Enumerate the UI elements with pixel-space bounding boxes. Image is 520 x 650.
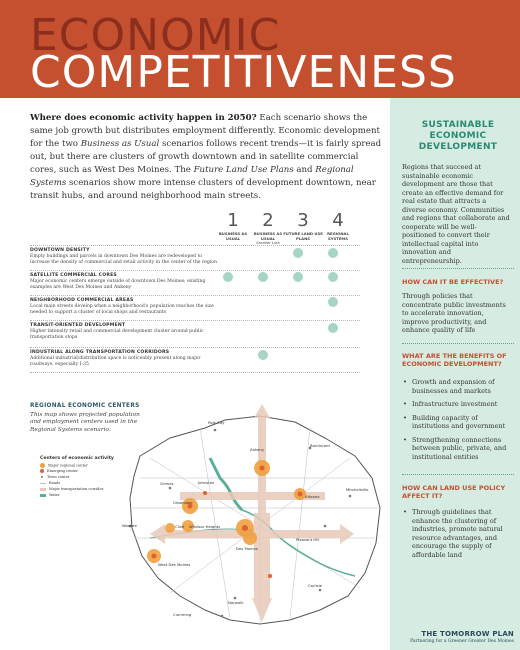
town-center-icon: [41, 476, 43, 478]
table-row-downtown-density: [30, 245, 360, 270]
map-caption-text: This map shows projected population and employment centers used in the: [30, 412, 140, 426]
scenario-2-label-main: BUSINESS AS USUAL: [253, 231, 283, 241]
intro-paragraph: [30, 112, 382, 203]
legend-major: [40, 463, 88, 468]
row-title: INDUSTRIAL ALONG TRANSPORTATION CORRIDORS: [30, 350, 170, 355]
legend-corridor: [40, 487, 103, 491]
scenario-mark-dot: [328, 323, 338, 333]
city-mitchellville: Mitchellville: [346, 487, 369, 492]
city-norwalk: Norwalk: [228, 600, 244, 605]
legend-roads-label: Roads: [49, 481, 61, 485]
sidebar-divider-1: [402, 268, 514, 269]
row-description: Empty buildings and parcels in downtown Des Moines are redeveloped to increase the density of commercial and retail activity in the center of the region: [30, 254, 218, 265]
legend-town-label: Town center: [47, 475, 70, 479]
city-grimes: Grimes: [160, 481, 174, 486]
legend-title: Centers of economic activity: [40, 456, 114, 461]
city-windsor-heights: Windsor Heights: [189, 524, 221, 529]
list-item: • Growth and expansion of businesses and markets: [402, 378, 512, 395]
list-item: • Strengthening connections between public, private, and institutional entities: [402, 436, 512, 462]
row-description: Local main streets develop when a neighborhood's population reaches the size needed to support a cluster of local shops and restaurants: [30, 304, 214, 315]
intro-italic-c: Regional Systems: [30, 165, 354, 188]
legend-corridor-label: Major transportation corridor: [49, 487, 104, 491]
sidebar-intro: Regions that succeed at sustainable economic development are those that create an effective demand for real estate that attracts a diverse economy. Communities and regions that collaborate and cooperate will be well-positioned to convert their intellectual capital into innovation and entrepreneurship.: [402, 163, 510, 265]
scenario-mark-dot: [223, 272, 233, 282]
city-polk-city: Polk City: [208, 420, 225, 425]
regional-map: [110, 398, 385, 638]
scenario-mark-dot: [258, 350, 268, 360]
row-title: NEIGHBORHOOD COMMERCIAL AREAS: [30, 298, 134, 303]
table-row-satellite-cores: [30, 270, 360, 294]
title-line-2: COMPETITIVENESS: [30, 47, 457, 98]
city-pleasant-hill: Pleasant Hill: [296, 537, 320, 542]
city-cumming: Cumming: [173, 612, 192, 617]
sidebar-question-2: WHAT ARE THE BENEFITS OF ECONOMIC DEVELOPMENT?: [402, 352, 507, 368]
city-bondurant: Bondurant: [310, 443, 330, 448]
row-title: TRANSIT-ORIENTED DEVELOPMENT: [30, 323, 126, 328]
table-row-industrial-corridors: [30, 347, 360, 372]
scenario-mark-dot: [293, 248, 303, 258]
major-center-icon: [40, 463, 45, 468]
legend-major-label: Major regional center: [48, 463, 88, 468]
benefits-list: [402, 378, 512, 466]
scenario-3-number: 3: [297, 210, 309, 231]
intro-italic-b: Future Land Use Plans: [193, 165, 294, 175]
policy-list: [402, 508, 512, 564]
city-ankeny: Ankeny: [250, 447, 265, 452]
city-altoona: Altoona: [305, 494, 320, 499]
scenario-mark-dot: [328, 272, 338, 282]
city-west-des-moines: West Des Moines: [158, 562, 191, 567]
legend-emerging-label: Emerging center: [47, 469, 78, 473]
title-line-1: ECONOMIC: [30, 10, 281, 61]
scenario-2-number: 2: [262, 210, 274, 231]
legend-town: [40, 475, 70, 479]
scenario-3-label: FUTURE LAND USE PLANS: [283, 231, 323, 241]
scenario-mark-dot: [328, 248, 338, 258]
scenario-1-label: BUSINESS AS USUAL: [218, 231, 248, 241]
list-item: • Through guidelines that enhance the clustering of industries, promote natural resource advantages, and encourage the supply of affordable land: [402, 508, 512, 559]
scenario-mark-dot: [293, 272, 303, 282]
scenario-2-label: [248, 232, 288, 246]
row-description: Higher intensity retail and commercial development cluster around public transportation stops: [30, 329, 204, 340]
row-title: DOWNTOWN DENSITY: [30, 248, 90, 253]
city-urbandale: Urbandale: [173, 500, 193, 505]
intro-text-c: and: [293, 165, 316, 175]
city-waukee: Waukee: [122, 523, 137, 528]
sidebar-question-1: HOW CAN IT BE EFFECTIVE?: [402, 278, 504, 286]
city-clive: Clive: [175, 524, 185, 529]
intro-italic-a: Business as Usual: [80, 139, 160, 149]
table-row-transit-oriented: [30, 320, 360, 347]
brand-tagline: Partnering for a Greener Greater Des Moines: [410, 639, 514, 644]
intro-text-a: Each scenario shows the same job growth but distributes employment differently. Economic development for the two: [30, 113, 380, 149]
table-bottom-rule: [30, 372, 360, 373]
city-johnston: Johnston: [198, 480, 215, 485]
scenario-mark-dot: [258, 272, 268, 282]
scenario-mark-dot: [328, 297, 338, 307]
sidebar-answer-1: Through policies that concentrate public investments to accelerate innovation, improve productivity, and enhance quality of life: [402, 292, 506, 334]
legend-water: [40, 493, 60, 497]
sidebar-question-3: HOW CAN LAND USE POLICY AFFECT IT?: [402, 484, 506, 500]
road-line-icon: [40, 483, 46, 484]
scenario-4-label: REGIONAL SYSTEMS: [327, 231, 349, 241]
legend-water-label: Water: [49, 493, 60, 497]
scenario-4-number: 4: [332, 210, 344, 231]
intro-text-d: scenarios show more intense clusters of development downtown, near transit hubs, and around neighborhood main streets.: [30, 178, 376, 201]
legend-emerging: [40, 469, 78, 473]
table-row-neighborhood-commercial: [30, 295, 360, 319]
scenario-1-number: 1: [227, 210, 239, 231]
brand-block: [402, 630, 514, 644]
row-description: Additional industrial/distribution space is noticeably present along major roadways, especially I-35: [30, 356, 201, 367]
sidebar-title: SUSTAINABLE ECONOMIC DEVELOPMENT: [418, 120, 498, 152]
sidebar-divider-2: [402, 343, 514, 344]
brand-name: THE TOMORROW PLAN: [421, 630, 514, 638]
city-carlisle: Carlisle: [308, 583, 323, 588]
map-caption-italic: Regional Systems scenario.: [30, 426, 111, 433]
emerging-center-icon: [40, 469, 44, 473]
list-item: • Building capacity of institutions and government: [402, 414, 512, 431]
corridor-icon: [40, 488, 46, 491]
list-item: • Infrastructure investment: [402, 400, 512, 409]
row-description: Major economic centers emerge outside of downtown Des Moines; existing examples are West Des Moines and Ankeny: [30, 279, 206, 290]
scenario-2-sublabel: Smaller Lots: [256, 240, 280, 246]
city-des-moines: Des Moines: [236, 546, 258, 551]
sidebar-divider-3: [402, 474, 514, 475]
intro-text-b: scenarios follows recent trends—it is fairly spread out, but there are clusters of growth downtown and in satellite commercial cores, such as West Des Moines. The: [30, 139, 382, 175]
map-heading: REGIONAL ECONOMIC CENTERS: [30, 403, 140, 409]
intro-question: Where does economic activity happen in 2050?: [30, 113, 257, 123]
legend-roads: [40, 481, 60, 485]
page-header: [0, 0, 520, 98]
row-title: SATELLITE COMMERCIAL CORES: [30, 273, 117, 278]
water-icon: [40, 494, 46, 497]
